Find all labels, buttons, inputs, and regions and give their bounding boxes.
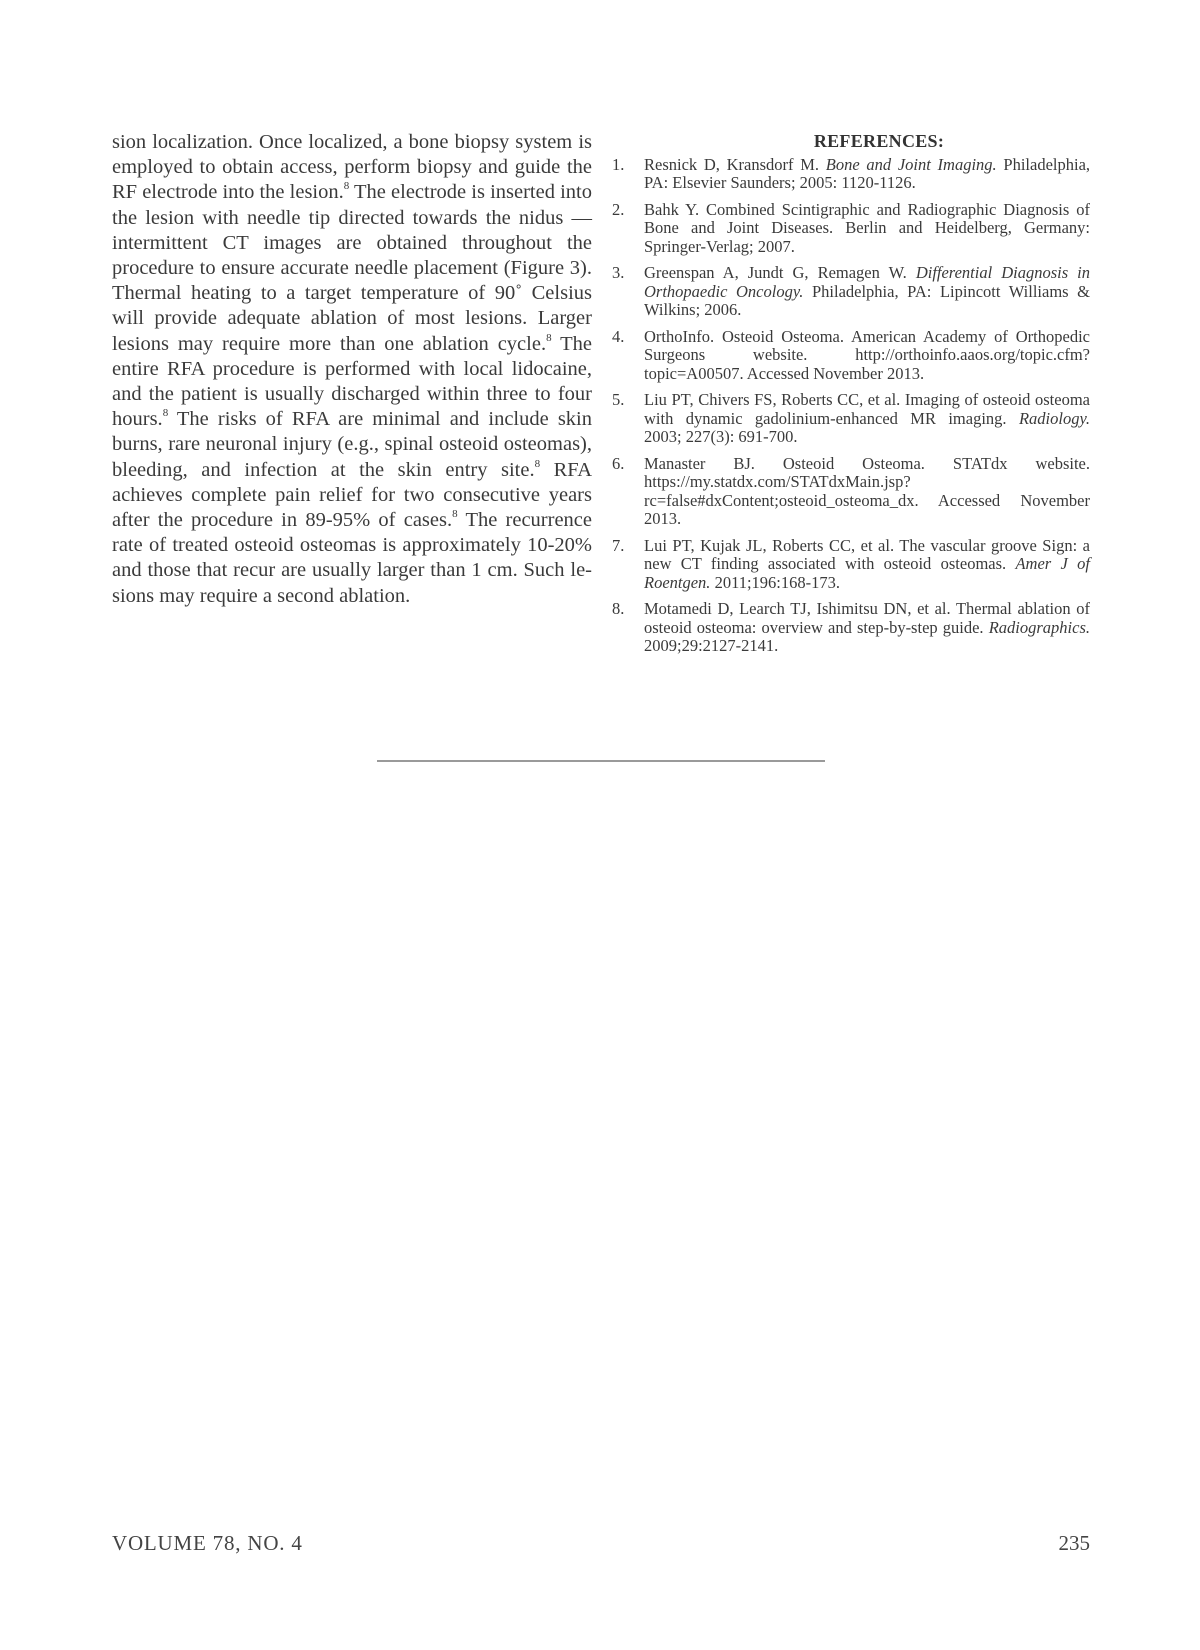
- reference-text-part: 2003; 227(3): 691-700.: [644, 427, 798, 446]
- reference-text: [644, 537, 1090, 593]
- footer-volume: VOLUME 78, NO. 4: [112, 1531, 303, 1555]
- reference-italic-title: Bone and Joint Imaging.: [825, 154, 997, 174]
- references-heading: REFERENCES:: [813, 131, 945, 151]
- reference-text-part: Philadelphia, PA: Lipincott Williams & Wilkins; 2006.: [644, 281, 1091, 319]
- reference-text: [644, 156, 1090, 193]
- reference-italic-title: Radiology.: [1018, 408, 1090, 428]
- body-paragraph: [112, 130, 592, 609]
- reference-italic-title: Amer J of Roentgen.: [644, 554, 1090, 592]
- reference-text: [644, 328, 1090, 384]
- reference-number: 7.: [612, 535, 625, 555]
- reference-item: [612, 201, 1090, 257]
- citation-superscript: 8: [162, 407, 169, 420]
- reference-text-part: Greenspan A, Jundt G, Remagen W.: [644, 263, 916, 282]
- citation-superscript: 8: [546, 331, 552, 344]
- body-text-segment: RFA achieves complete pain relief for two consecutive years after the procedure in 89-95% of cases.: [112, 458, 592, 532]
- reference-text: [644, 600, 1090, 656]
- reference-number: 2.: [612, 199, 625, 219]
- reference-text-part: 2011;196:168-173.: [710, 572, 840, 592]
- reference-number: 1.: [612, 154, 625, 174]
- reference-item: [612, 455, 1090, 529]
- reference-text-part: Liu PT, Chivers FS, Roberts CC, et al. Imaging of osteoid osteoma with dynamic gadolinium-enhanced MR imaging.: [644, 390, 1090, 428]
- reference-number: 3.: [612, 263, 625, 282]
- reference-item: [612, 264, 1090, 320]
- reference-italic-title: Differential Diagnosis in Orthopaedic Oncology.: [644, 263, 1090, 301]
- body-text-column: [112, 130, 592, 609]
- reference-text: [644, 201, 1090, 257]
- reference-item: [612, 391, 1090, 447]
- reference-number: 8.: [612, 599, 625, 618]
- reference-item: [612, 156, 1090, 193]
- reference-text: [644, 264, 1090, 320]
- citation-superscript: 8: [452, 508, 458, 521]
- reference-text-part: Bahk Y. Combined Scintigraphic and Radiographic Diagnosis of Bone and Joint Diseases. Berlin and Heidelberg, Germany: Springer-Verlag; 2007.: [644, 199, 1090, 256]
- body-text-segment: The risks of RFA are minimal and include skin burns, rare neuronal injury (e.g., spinal osteoid osteomas), bleeding, and infection at the skin entry site.: [112, 408, 592, 481]
- reference-text-part: 2009;29:2127-2141.: [644, 636, 779, 655]
- reference-text-part: OrthoInfo. Osteoid Osteoma. American Academy of Orthopedic Surgeons website. http://orthoinfo.aaos.org/topic.cfm?topic=A00507. Accessed November 2013.: [644, 326, 1090, 383]
- reference-item: [612, 537, 1090, 593]
- reference-text-part: Motamedi D, Learch TJ, Ishimitsu DN, et al. Thermal ablation of osteoid osteoma: overview and step-by-step guide.: [644, 599, 1090, 637]
- section-divider: [377, 760, 825, 762]
- reference-number: 5.: [612, 390, 625, 409]
- references-list: [612, 156, 1090, 656]
- reference-text-part: Resnick D, Kransdorf M.: [644, 154, 826, 174]
- reference-text: [644, 455, 1090, 529]
- citation-superscript: 8: [343, 180, 350, 193]
- footer-page-number: 235: [1058, 1531, 1090, 1555]
- references-column: [612, 132, 1090, 664]
- reference-item: [612, 328, 1090, 384]
- body-text-segment: The entire RFA procedure is performed with local lidocaine, and the patient is usually discharged within three to four hours.: [112, 332, 592, 431]
- citation-superscript: 8: [534, 457, 541, 470]
- reference-item: [612, 600, 1090, 656]
- body-text-segment: sion localization. Once localized, a bone biopsy system is employed to obtain access, perform biopsy and guide the RF electrode into the lesion.: [112, 131, 592, 204]
- reference-text: [644, 391, 1090, 447]
- reference-italic-title: Radiographics.: [988, 617, 1090, 637]
- body-text-segment: The recurrence rate of treated osteoid osteomas is approximately 10-20% and those that recur are usually larger than 1 cm. Such lesions may require a second ablation.: [112, 509, 593, 607]
- reference-text-part: Philadelphia, PA: Elsevier Saunders; 2005: 1120-1126.: [644, 154, 1091, 192]
- reference-number: 4.: [612, 326, 625, 346]
- body-text-segment: The electrode is inserted into the lesion with needle tip directed towards the nidus — intermittent CT images are obtained throughout the procedure to ensure accurate needle placement (Figure 3). Thermal heating to a target temperature of 90˚ Celsius will provide adequate ablation of most lesions. Larger lesions may require more than one ablation cycle.: [112, 181, 593, 355]
- reference-text-part: Manaster BJ. Osteoid Osteoma. STATdx website. https://my.statdx.com/STATdxMain.jsp?rc=false#dxContent;osteoid_osteoma_dx. Accessed November 2013.: [644, 453, 1090, 528]
- reference-text-part: Lui PT, Kujak JL, Roberts CC, et al. The vascular groove Sign: a new CT finding associated with osteoid osteomas.: [644, 535, 1090, 573]
- reference-number: 6.: [612, 453, 625, 473]
